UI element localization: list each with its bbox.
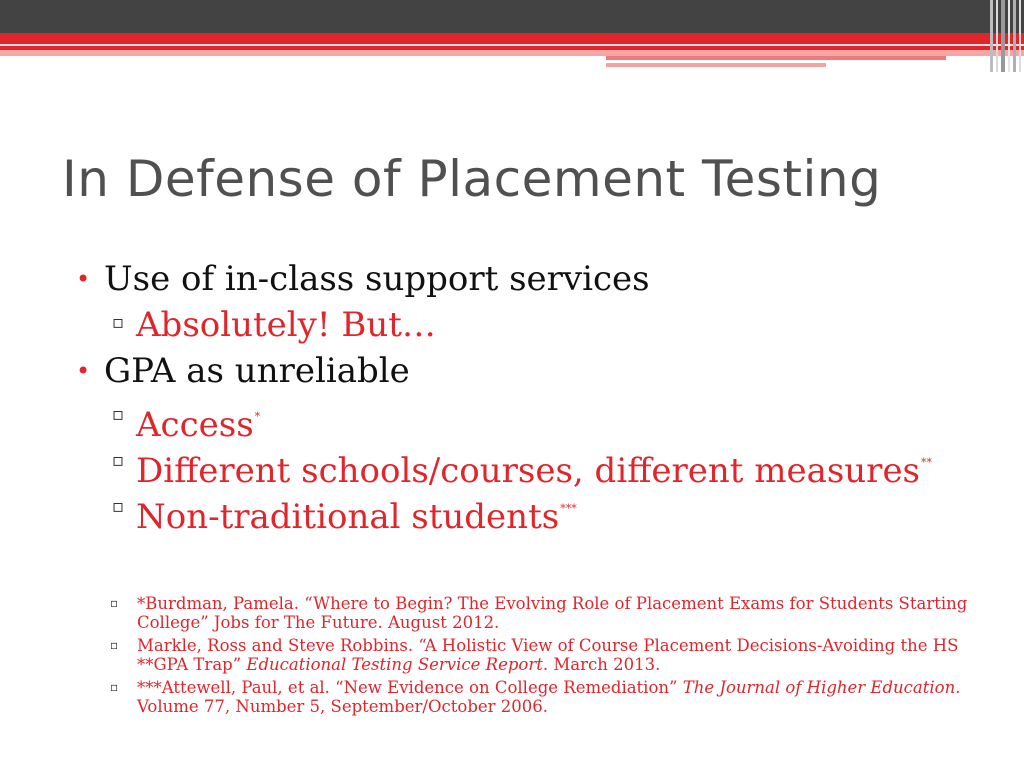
square-bullet-icon: ▫ xyxy=(110,638,119,652)
reference-italic: Educational Testing Service Report xyxy=(246,655,543,674)
square-bullet-icon: ▫ xyxy=(110,680,119,694)
sub-bullet-item xyxy=(76,486,976,537)
bullet-list xyxy=(76,256,976,537)
reference-text: ***Attewell, Paul, et al. “New Evidence on College Remediation” xyxy=(137,678,683,697)
reference-item xyxy=(110,594,970,632)
reference-text-end: . March 2013. xyxy=(542,655,661,674)
square-bullet-icon: ▫ xyxy=(110,596,119,610)
sub-bullet-item xyxy=(76,394,976,445)
header-red-band xyxy=(0,33,1024,50)
footnote-mark: ** xyxy=(921,456,933,469)
bullet-dot-icon: • xyxy=(76,265,91,293)
header-accent-line xyxy=(606,56,946,60)
sub-bullet-text: Different schools/courses, different measures xyxy=(136,451,921,491)
reference-italic: The Journal of Higher Education xyxy=(682,678,956,697)
footnote-mark: * xyxy=(254,410,261,423)
bullet-text: GPA as unreliable xyxy=(104,351,410,391)
references-list xyxy=(110,594,970,720)
sub-bullet-item xyxy=(76,440,976,491)
sub-bullet-item xyxy=(76,302,976,348)
sub-bullet-text: Access xyxy=(136,405,254,445)
square-bullet-icon: ▫ xyxy=(112,450,125,471)
reference-text: Markle, Ross and Steve Robbins. “A Holistic View of Course Placement Decisions-Avoiding the HS **GPA Trap” xyxy=(137,636,959,674)
sub-bullet-text: Non-traditional students xyxy=(136,497,560,537)
header-accent-line xyxy=(606,63,826,67)
bullet-text: Use of in-class support services xyxy=(104,259,650,299)
reference-item xyxy=(110,636,970,674)
sub-bullet-text: Absolutely! But… xyxy=(136,305,436,345)
header-divider xyxy=(0,44,1024,46)
reference-text: *Burdman, Pamela. “Where to Begin? The Evolving Role of Placement Exams for Students Starting College” Jobs for The Future. August 2012. xyxy=(137,594,968,632)
square-bullet-icon: ▫ xyxy=(112,404,125,425)
square-bullet-icon: ▫ xyxy=(112,496,125,517)
header-dark-band xyxy=(0,0,1024,33)
bullet-dot-icon: • xyxy=(76,357,91,385)
reference-item xyxy=(110,678,970,716)
footnote-mark: *** xyxy=(560,502,577,515)
slide-title: In Defense of Placement Testing xyxy=(62,150,882,208)
square-bullet-icon: ▫ xyxy=(112,312,125,333)
bullet-item xyxy=(76,348,976,394)
reference-text-end: . Volume 77, Number 5, September/October 2006. xyxy=(137,678,961,716)
bullet-item xyxy=(76,256,976,302)
header-vertical-stripes xyxy=(990,0,1024,72)
